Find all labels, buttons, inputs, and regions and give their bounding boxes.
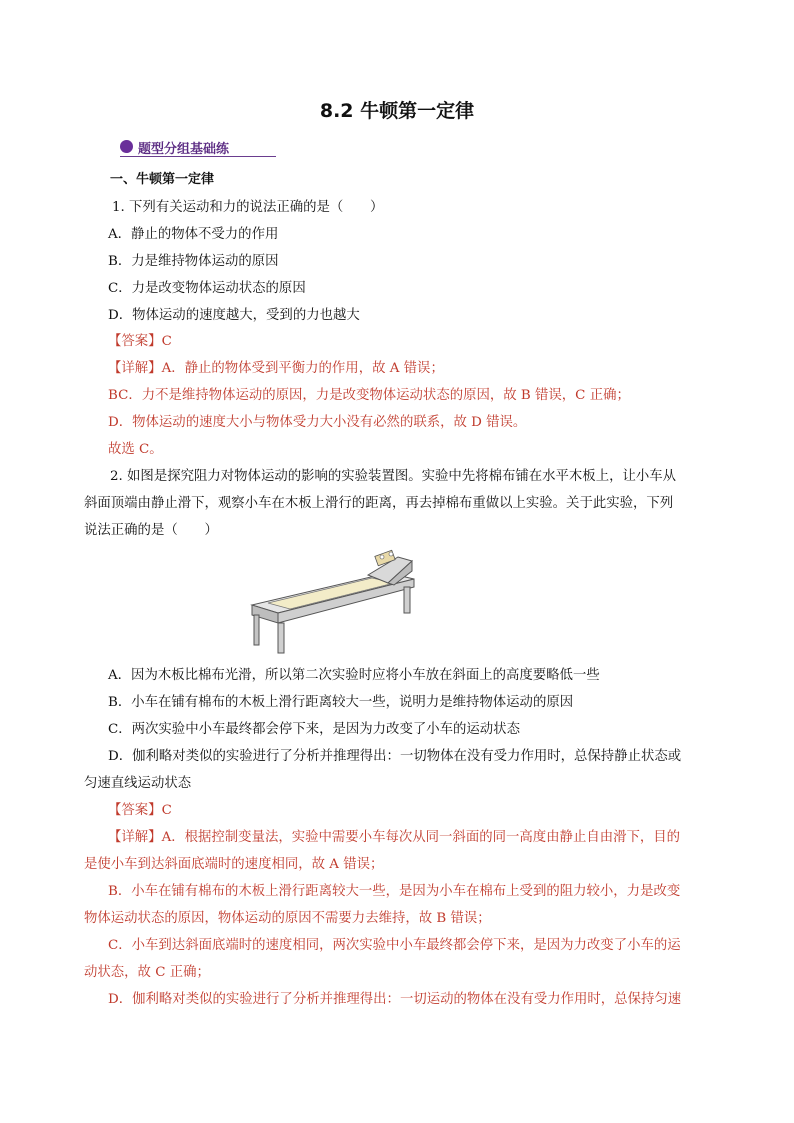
- page-title: 8.2 牛顿第一定律: [319, 100, 475, 122]
- q2-detail-4: 物体运动状态的原因，物体运动的原因不需要力去维持，故 B 错误；: [84, 911, 491, 926]
- q2-option-d-1: D．伽利略对类似的实验进行了分析并推理得出：一切物体在没有受力作用时，总保持静止状态或: [108, 749, 682, 764]
- q1-detail-3: D．物体运动的速度大小与物体受力大小没有必然的联系，故 D 错误。: [108, 415, 527, 430]
- q2-option-a: A．因为木板比棉布光滑，所以第二次实验时应将小车放在斜面上的高度要略低一些: [108, 668, 600, 683]
- q2-detail-3: B．小车在铺有棉布的木板上滑行距离较大一些，是因为小车在棉布上受到的阻力较小，力是改变: [108, 884, 681, 899]
- q1-option-a: A．静止的物体不受力的作用: [108, 227, 279, 242]
- q2-stem-3: 说法正确的是（ ）: [84, 523, 218, 538]
- q2-option-b: B．小车在铺有棉布的木板上滑行距离较大一些，说明力是维持物体运动的原因: [108, 695, 574, 710]
- q2-detail-tag: 【详解】: [108, 830, 162, 845]
- q2-answer-value: C: [161, 803, 172, 818]
- q2-stem-2: 斜面顶端由静止滑下，观察小车在木板上滑行的距离，再去掉棉布重做以上实验。关于此实验，下列: [84, 496, 674, 511]
- q1-detail-tag: 【详解】: [108, 361, 162, 376]
- q1-detail-text-1: A．静止的物体受到平衡力的作用，故 A 错误；: [161, 361, 444, 376]
- q2-detail-1: [108, 829, 680, 847]
- part-heading: 一、牛顿第一定律: [110, 172, 215, 187]
- q2-option-d-2: 匀速直线运动状态: [84, 776, 192, 791]
- q2-detail-5: C．小车到达斜面底端时的速度相同，两次实验中小车最终都会停下来，是因为力改变了小车的运: [108, 938, 681, 953]
- ramp-apparatus-figure: [248, 545, 418, 655]
- q1-answer-value: C: [161, 334, 172, 349]
- q1-option-c: C．力是改变物体运动状态的原因: [108, 281, 306, 296]
- q1-detail-4: 故选 C。: [108, 442, 163, 457]
- section-tag: [120, 138, 276, 157]
- q2-detail-text-1: A．根据控制变量法，实验中需要小车每次从同一斜面的同一高度由静止自由滑下，目的: [161, 830, 681, 845]
- q1-stem: 1. 下列有关运动和力的说法正确的是（ ）: [112, 200, 384, 215]
- q1-option-d: D．物体运动的速度越大，受到的力也越大: [108, 308, 360, 323]
- q2-detail-6: 动状态，故 C 正确；: [84, 965, 210, 980]
- q2-answer-tag: 【答案】: [108, 803, 162, 818]
- q1-answer-tag: 【答案】: [108, 334, 162, 349]
- q1-detail-2: BC．力不是维持物体运动的原因，力是改变物体运动状态的原因，故 B 错误，C 正确；: [108, 388, 630, 403]
- q2-stem-1: 2. 如图是探究阻力对物体运动的影响的实验装置图。实验中先将棉布铺在水平木板上，让小车从: [110, 469, 677, 484]
- q1-option-b: B．力是维持物体运动的原因: [108, 254, 279, 269]
- bullet-dot-icon: [120, 140, 133, 153]
- q2-detail-2: 是使小车到达斜面底端时的速度相同，故 A 错误；: [84, 857, 384, 872]
- q2-answer: [108, 802, 172, 820]
- section-tag-label: 题型分组基础练: [138, 142, 230, 157]
- q1-answer: [108, 333, 172, 351]
- q1-detail-1: [108, 360, 444, 378]
- q2-option-c: C．两次实验中小车最终都会停下来，是因为力改变了小车的运动状态: [108, 722, 520, 737]
- q2-detail-7: D．伽利略对类似的实验进行了分析并推理得出：一切运动的物体在没有受力作用时，总保持匀速: [108, 992, 682, 1007]
